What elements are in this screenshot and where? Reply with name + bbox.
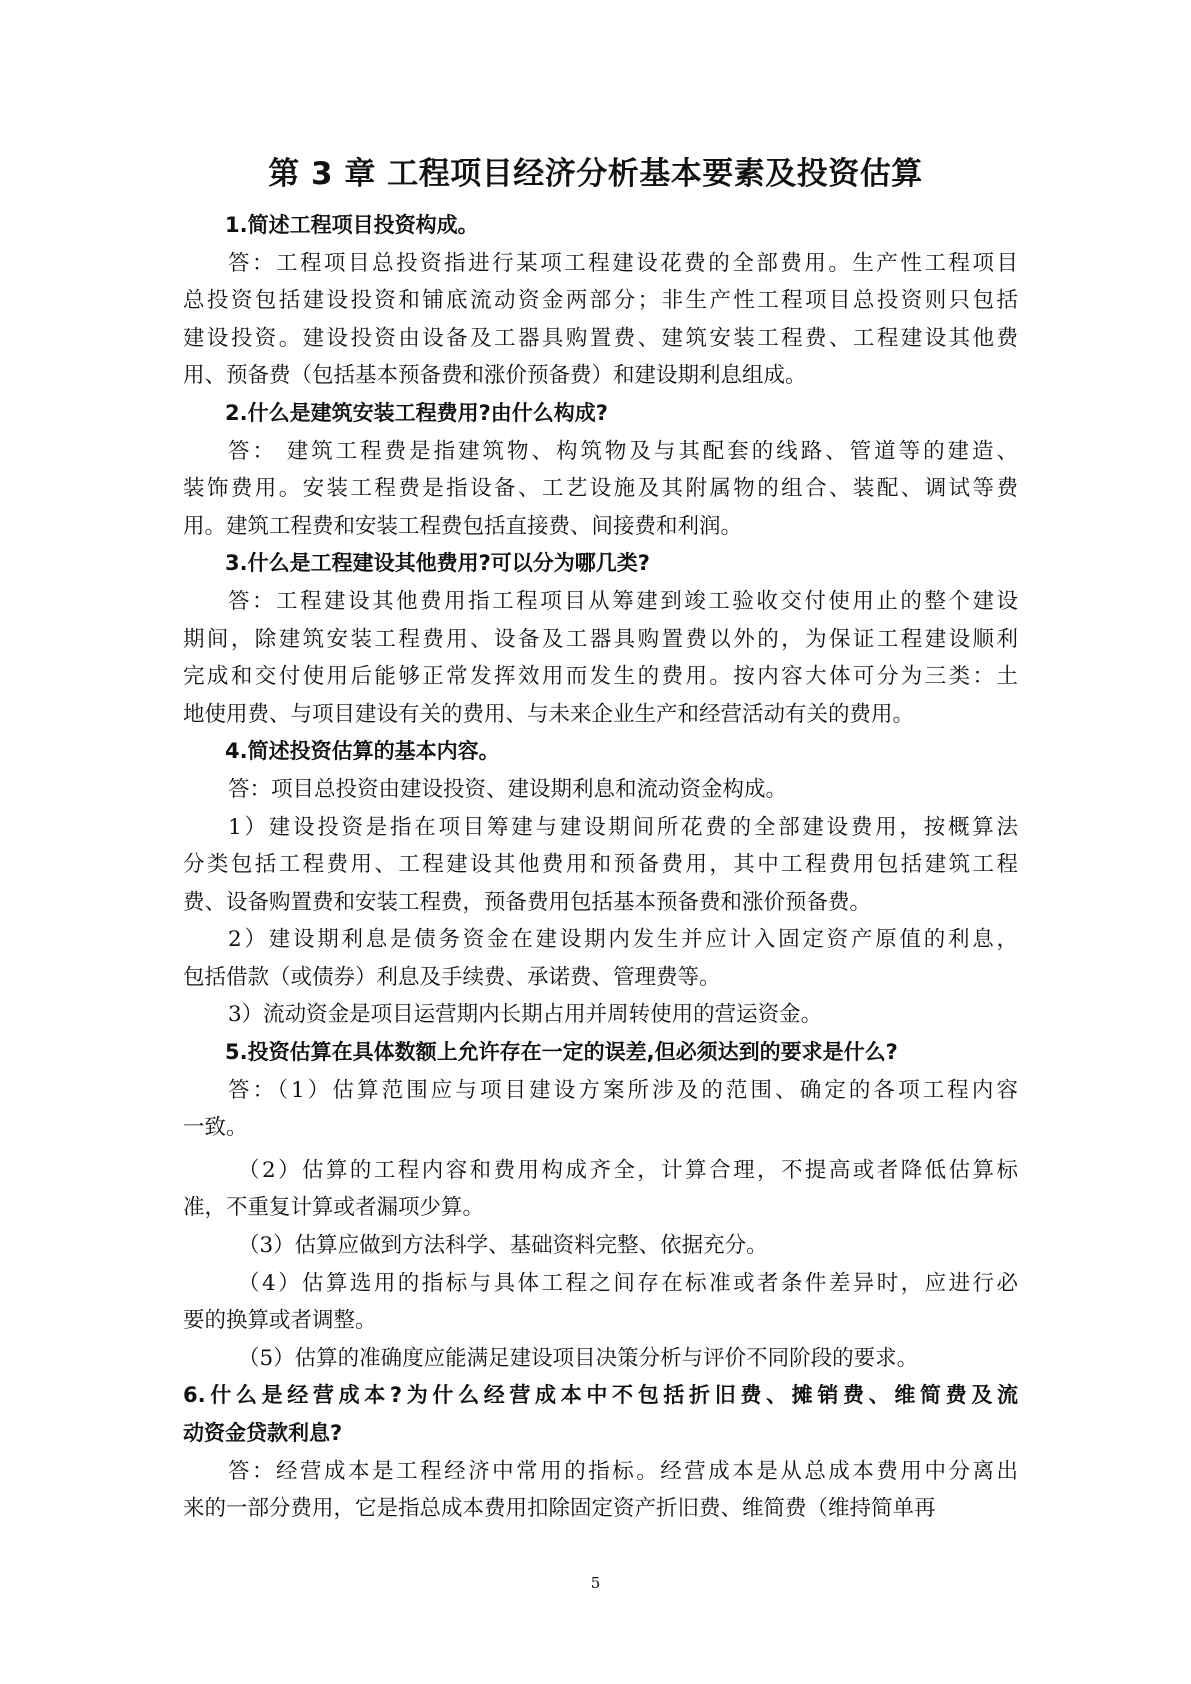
paragraph-line: 答：项目总投资由建设投资、建设期利息和流动资金构成。 — [228, 776, 788, 802]
paragraph-line: 用。建筑工程费和安装工程费包括直接费、间接费和利润。 — [183, 513, 743, 539]
paragraph-line: 2）建设期利息是债务资金在建设期内发生并应计入固定资产原值的利息， — [228, 927, 1018, 953]
answer-paragraph — [183, 771, 1018, 809]
question-heading — [183, 1377, 1018, 1452]
paragraph-line: 用、预备费（包括基本预备费和涨价预备费）和建设期利息组成。 — [183, 363, 807, 389]
question-heading: 3.什么是工程建设其他费用?可以分为哪几类? — [225, 551, 650, 576]
paragraph-line: 费、设备购置费和安装工程费，预备费用包括基本预备费和涨价预备费。 — [183, 889, 872, 915]
paragraph-line: 期间，除建筑安装工程费用、设备及工器具购置费以外的，为保证工程建设顺利 — [183, 626, 1018, 652]
answer-paragraph — [183, 996, 1018, 1034]
paragraph-line: 地使用费、与项目建设有关的费用、与未来企业生产和经营活动有关的费用。 — [183, 701, 915, 727]
paragraph-line: （5）估算的准确度应能满足建设项目决策分析与评价不同阶段的要求。 — [238, 1345, 919, 1371]
paragraph-line: 分类包括工程费用、工程建设其他费用和预备费用，其中工程费用包括建筑工程 — [183, 852, 1018, 878]
document-body — [183, 207, 1018, 1528]
paragraph-line: 答：工程项目总投资指进行某项工程建设花费的全部费用。生产性工程项目 — [228, 250, 1018, 276]
question-heading: 2.什么是建筑安装工程费用?由什么构成? — [225, 400, 608, 425]
page-number: 5 — [590, 1574, 601, 1592]
answer-paragraph — [183, 433, 1018, 546]
paragraph-line: 完成和交付使用后能够正常发挥效用而发生的费用。按内容大体可分为三类：土 — [183, 664, 1018, 690]
answer-paragraph — [183, 1265, 1018, 1340]
paragraph-line: 建设投资。建设投资由设备及工器具购置费、建筑安装工程费、工程建设其他费 — [183, 325, 1018, 351]
question-heading: 4.简述投资估算的基本内容。 — [225, 739, 500, 764]
answer-paragraph — [183, 1072, 1018, 1147]
paragraph-line: 答：（1）估算范围应与项目建设方案所涉及的范围、确定的各项工程内容 — [228, 1077, 1018, 1103]
answer-paragraph — [183, 245, 1018, 395]
paragraph-line: 1）建设投资是指在项目筹建与建设期间所花费的全部建设费用，按概算法 — [228, 814, 1018, 840]
paragraph-line: 答： 建筑工程费是指建筑物、构筑物及与其配套的线路、管道等的建造、 — [228, 438, 1018, 464]
question-line: 6.什么是经营成本?为什么经营成本中不包括折旧费、摊销费、维简费及流 — [183, 1383, 1018, 1408]
paragraph-line: 要的换算或者调整。 — [183, 1308, 377, 1334]
answer-paragraph — [183, 1340, 1018, 1378]
question-line: 动资金贷款利息? — [183, 1421, 343, 1445]
paragraph-line: （2）估算的工程内容和费用构成齐全，计算合理，不提高或者降低估算标 — [238, 1157, 1018, 1183]
answer-paragraph — [183, 1453, 1018, 1528]
paragraph-line: 3）流动资金是项目运营期内长期占用并周转使用的营运资金。 — [228, 1002, 823, 1028]
question-heading: 5.投资估算在具体数额上允许存在一定的误差,但必须达到的要求是什么? — [225, 1040, 898, 1065]
paragraph-line: 答：工程建设其他费用指工程项目从筹建到竣工验收交付使用止的整个建设 — [228, 588, 1018, 614]
paragraph-line: 包括借款（或债券）利息及手续费、承诺费、管理费等。 — [183, 964, 721, 990]
paragraph-line: （4）估算选用的指标与具体工程之间存在标准或者条件差异时，应进行必 — [238, 1270, 1018, 1296]
paragraph-line: 答：经营成本是工程经济中常用的指标。经营成本是从总成本费用中分离出 — [228, 1458, 1018, 1484]
paragraph-line: 一致。 — [183, 1115, 248, 1141]
answer-paragraph — [183, 921, 1018, 996]
paragraph-line: 来的一部分费用，它是指总成本费用扣除固定资产折旧费、维简费（维持简单再 — [183, 1496, 936, 1522]
answer-paragraph — [183, 1227, 1018, 1265]
answer-paragraph — [183, 1152, 1018, 1227]
paragraph-line: 准，不重复计算或者漏项少算。 — [183, 1195, 485, 1221]
paragraph-line: 装饰费用。安装工程费是指设备、工艺设施及其附属物的组合、装配、调试等费 — [183, 476, 1018, 502]
paragraph-line: （3）估算应做到方法科学、基础资料完整、依据充分。 — [238, 1233, 768, 1259]
paragraph-line: 总投资包括建设投资和铺底流动资金两部分；非生产性工程项目总投资则只包括 — [183, 288, 1018, 314]
question-heading: 1.简述工程项目投资构成。 — [225, 213, 479, 237]
chapter-title: 第 3 章 工程项目经济分析基本要素及投资估算 — [268, 156, 923, 192]
answer-paragraph — [183, 583, 1018, 733]
answer-paragraph — [183, 809, 1018, 922]
